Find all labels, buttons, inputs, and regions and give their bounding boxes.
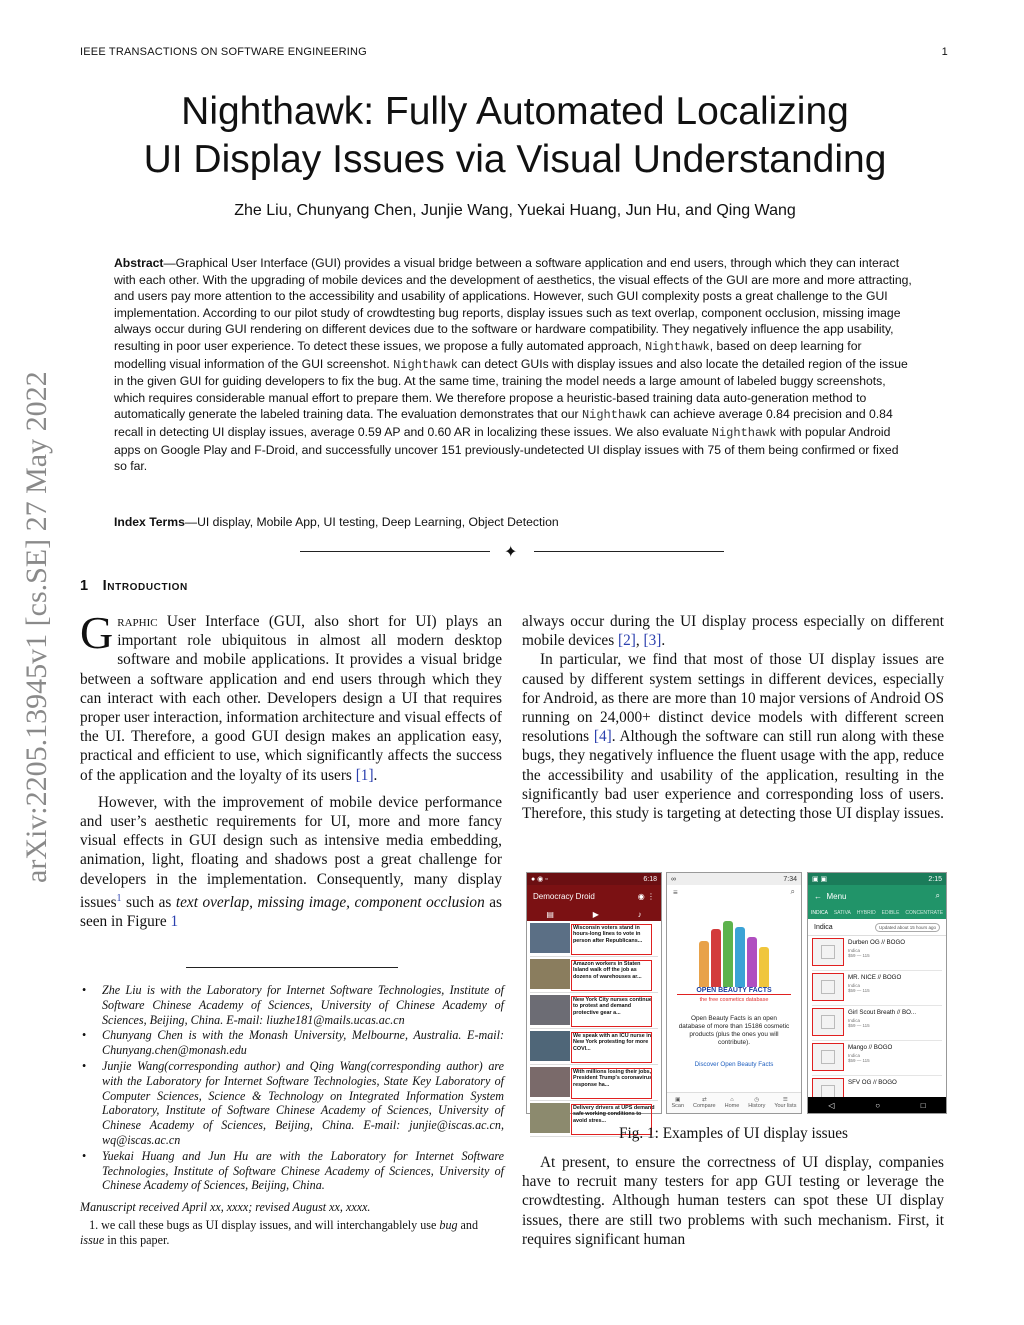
- strain-item[interactable]: [812, 973, 942, 1006]
- paragraph-text: . Although the software can still run along with these bugs, they negatively influence the fluent usage with the app, reduce the accessibility and usability of the application, resulting in the significantly bad user experience and corresponding loss of users. Therefore, this study is targeting at detecting those UI display issues.: [522, 728, 944, 823]
- right-paragraph-1: [522, 612, 944, 650]
- overlap-highlight: [571, 924, 652, 955]
- news-item[interactable]: [530, 959, 658, 993]
- brand-name: OPEN BEAUTY FACTS: [677, 987, 791, 995]
- newspaper-icon[interactable]: ▤: [546, 909, 554, 919]
- video-icon[interactable]: ▶: [592, 909, 599, 919]
- overlap-highlight: [571, 960, 652, 991]
- nav-history[interactable]: ◷ History: [748, 1097, 766, 1109]
- footnote-italic: bug: [439, 1218, 458, 1232]
- strain-name: Durben OG // BOGO: [848, 939, 906, 946]
- news-item[interactable]: [530, 1067, 658, 1101]
- audio-icon[interactable]: ♪: [637, 909, 642, 919]
- missing-image-icon: [812, 973, 844, 1001]
- right-paragraph-3: At present, to ensure the correctness of UI display, companies have to recruit many testers for app GUI testing or leverage the crowdtesting. Although human testers can spot these UI display issues, there are still two problems with such mechanism. First, it requires significant human: [522, 1154, 944, 1248]
- category-tabs: [808, 907, 946, 919]
- index-terms-text: —UI display, Mobile App, UI testing, Deep Learning, Object Detection: [184, 515, 559, 529]
- strain-type: Indica: [848, 1018, 861, 1023]
- news-item[interactable]: [530, 1031, 658, 1065]
- affiliation-footnotes: [80, 983, 504, 1194]
- overlap-highlight: [571, 1032, 652, 1063]
- citation-link[interactable]: [3]: [643, 632, 662, 650]
- strain-type: Indica: [848, 948, 861, 953]
- app-title: Menu: [826, 891, 847, 901]
- right-column-continued: [522, 1153, 944, 1249]
- status-time: 7:34: [783, 875, 797, 883]
- brand-description: Open Beauty Facts is an open database of more than 15186 cosmetic products (plus the ones you will contribute).: [678, 1015, 790, 1046]
- journal-name: IEEE TRANSACTIONS ON SOFTWARE ENGINEERING: [80, 46, 367, 58]
- footnote-text: 1. we call these bugs as UI display issues, and will interchangablely use: [89, 1218, 440, 1232]
- strain-price: $59 — 115: [848, 953, 870, 958]
- nav-label: Scan: [671, 1103, 685, 1109]
- nav-lists[interactable]: ☰ Your lists: [774, 1097, 797, 1109]
- small-caps-word: raphic: [117, 613, 158, 630]
- status-bar: ● ◉ ▫ 6:18: [527, 873, 661, 885]
- paragraph-text: as seen in Figure: [80, 893, 502, 931]
- abstract: [114, 255, 914, 475]
- strain-item[interactable]: [812, 1043, 942, 1076]
- updated-badge: Updated about 15 hours ago: [875, 923, 940, 932]
- media-tabs: [527, 907, 661, 921]
- paragraph-text: However, with the improvement of mobile device performance and user’s aesthetic requirements for UI, more and more fancy visual effects in GUI design such as intensive media embedding, animation, light, floating and shadows post a great challenge for developers in the implementation. Consequently, many display issues: [80, 793, 502, 911]
- news-headline: New York City nurses continue to protest and demand protective gear a...: [573, 997, 652, 1016]
- strain-type: Indica: [848, 983, 861, 988]
- intro-paragraph-2: [80, 793, 502, 932]
- back-arrow-icon[interactable]: ←: [814, 891, 822, 901]
- figure-caption: Fig. 1: Examples of UI display issues: [618, 1125, 848, 1142]
- strain-price: $59 — 115: [848, 1023, 870, 1028]
- news-item[interactable]: [530, 995, 658, 1029]
- index-terms-label: Index Terms: [114, 515, 185, 529]
- figure-1: [522, 872, 945, 1124]
- screenshot-democracy-droid: [526, 872, 662, 1124]
- footnote-rule: [186, 967, 398, 968]
- title-line-2: UI Display Issues via Visual Understanding: [143, 138, 887, 181]
- brand-tagline: the free cosmetics database: [699, 997, 769, 1003]
- missing-image-icon: [812, 1043, 844, 1071]
- news-headline: With millions losing their jobs, President Trump's coronavirus response ha...: [573, 1069, 653, 1088]
- affiliation-item: • Zhe Liu is with the Laboratory for Internet Software Technologies, Institute of Software Chinese Academy of Sciences, University of Chinese Academy of Sciences, Beijing, China. E-mail: liuzhe181@mails.ucas.ac.cn: [80, 983, 504, 1027]
- footnote-1: [80, 1218, 504, 1248]
- right-column: [522, 612, 944, 823]
- abstract-text-4: can achieve average 0.84 precision and 0.84 recall in detecting UI display issues, average 0.59 AP and 0.60 AR in localizing these issues. We also evaluate: [114, 407, 893, 439]
- section-number: 1: [80, 578, 89, 594]
- footnote-marker[interactable]: 1: [116, 892, 122, 904]
- paper-title: [100, 88, 930, 184]
- status-bar: ▣ ▣ 2:15: [808, 873, 946, 885]
- back-icon[interactable]: ◁: [828, 1100, 835, 1110]
- recents-icon[interactable]: □: [920, 1100, 926, 1110]
- category-label: Indica: [814, 923, 833, 931]
- news-thumbnail: [530, 995, 570, 1025]
- abstract-text-3: can detect GUIs with display issues and also locate the detailed region of the issue in the given GUI for guiding developers to fix the bug. At the same time, training the model needs a large amount of labeled buggy screenshots, which requires considerable manual effort to prepare them. We therefore propose a heuristic-based training data auto-generation method to automatically generate the labeled training data. The evaluation demonstrates that our: [114, 356, 908, 422]
- right-paragraph-2: [522, 650, 944, 823]
- citation-link[interactable]: [1]: [355, 766, 374, 784]
- abstract-text-1: —Graphical User Interface (GUI) provides a visual bridge between a software application and end users, through which they can interact with each other. With the upgrading of mobile devices and the development of aesthetics, the visual effects of the GUI are more and more attracting, and users pay more attention to the accessibility and usability of applications. However, such GUI complexity posts a great challenge to the GUI implementation. According to our pilot study of crowdtesting bug reports, display issues such as text overlap, component occlusion, missing image always occur during GUI rendering on different devices due to the software or hardware compatibility. They negatively influence the app usability, resulting in poor user experience. To detect these issues, we propose a fully automated approach,: [114, 256, 912, 353]
- strain-type: Indica: [848, 1053, 861, 1058]
- strain-name: SFV OG // BOGO: [848, 1079, 897, 1086]
- tool-name: Nighthawk: [711, 425, 777, 440]
- search-icon[interactable]: ⌕: [790, 887, 795, 896]
- abstract-text-2: , based on deep learning for modelling visual information of the GUI screenshot.: [114, 338, 862, 371]
- news-thumbnail: [530, 1031, 570, 1061]
- status-bar: ∞ 7:34: [667, 873, 801, 885]
- citation-link[interactable]: [4]: [593, 728, 612, 746]
- category-header: [808, 919, 946, 936]
- android-nav-bar: [808, 1097, 946, 1113]
- section-divider: [300, 542, 724, 562]
- app-bar-icons: ◉ ⋮: [637, 891, 655, 901]
- tab-sativa[interactable]: SATIVA: [833, 910, 851, 916]
- discover-link[interactable]: Discover Open Beauty Facts: [694, 1061, 774, 1068]
- strain-name: MR. NICE // BOGO: [848, 974, 902, 981]
- tool-name: Nighthawk: [581, 408, 647, 423]
- search-icon[interactable]: ⌕: [935, 891, 940, 900]
- app-bar: [808, 885, 946, 907]
- screenshot-open-beauty-facts: [666, 872, 802, 1114]
- missing-image-icon: [812, 1008, 844, 1036]
- tab-edible[interactable]: EDIBLE: [881, 910, 900, 916]
- running-head: [80, 46, 948, 58]
- missing-image-icon: [812, 938, 844, 966]
- news-headline: Amazon workers in Staten Island walk off the job as dozens of warehouses ar...: [573, 961, 642, 980]
- overlap-highlight: [571, 1068, 652, 1099]
- divider-line-left: [300, 551, 490, 552]
- paragraph-italic: text overlap, missing image, component occlusion: [175, 893, 485, 911]
- abstract-label: Abstract: [114, 256, 164, 270]
- news-headline: We speak with an ICU nurse in New York protesting for more COVI...: [573, 1033, 652, 1052]
- index-terms: [114, 515, 914, 529]
- strain-name: Mango // BOGO: [848, 1044, 893, 1051]
- affiliation-item: • Yuekai Huang and Jun Hu are with the Laboratory for Internet Software Technologies, Institute of Software Chinese Academy of Sciences, University of Chinese Academy of Sciences, Beijing, China.: [80, 1149, 504, 1193]
- nav-label: Your lists: [774, 1103, 797, 1109]
- strain-price: $59 — 115: [848, 1058, 870, 1063]
- news-headline: Wisconsin voters stand in hours-long lines to vote in person after Republicans...: [573, 925, 643, 944]
- sentence-end: .: [661, 632, 666, 650]
- section-heading: [80, 578, 188, 594]
- open-beauty-facts-logo: [695, 917, 773, 987]
- drop-cap: G: [80, 607, 114, 658]
- paragraph-text: such as: [121, 893, 176, 911]
- left-column: [80, 607, 502, 931]
- manuscript-note: Manuscript received April xx, xxxx; revised August xx, xxxx.: [80, 1200, 371, 1214]
- footnote-text: in this paper.: [104, 1232, 170, 1247]
- nav-label: Compare: [693, 1103, 716, 1109]
- tab-concentrate[interactable]: CONCENTRATE: [905, 910, 944, 916]
- screenshot-dispensary-menu: [807, 872, 947, 1114]
- tool-name: Nighthawk: [644, 339, 710, 354]
- paragraph-text: User Interface (GUI, also short for UI) plays an important role ubiquitous in almost all modern desktop software and mobile applications. It provides a visual bridge between a software application and end users through which they can interact with each other. Developers design a UI that requires proper user interaction, information architecture and visual effects of the UI. Therefore, a good GUI design makes an application easy, practical and efficient to use, which significantly affects the success of the application and the loyalty of its users: [80, 613, 502, 784]
- overlap-highlight: [571, 996, 652, 1027]
- strain-price: $59 — 115: [848, 988, 870, 993]
- app-bar: [527, 885, 661, 907]
- figure-link[interactable]: 1: [170, 913, 179, 931]
- author-list: Zhe Liu, Chunyang Chen, Junjie Wang, Yuekai Huang, Jun Hu, and Qing Wang: [234, 202, 796, 219]
- paragraph-text: always occur during the UI display process especially on different mobile devices: [522, 613, 944, 650]
- nav-label: Home: [724, 1103, 740, 1109]
- status-time: 6:18: [643, 875, 657, 883]
- divider-star-icon: ✦: [504, 544, 518, 561]
- tool-name: Nighthawk: [393, 357, 458, 372]
- affiliation-item: • Chunyang Chen is with the Monash University, Melbourne, Australia. E-mail: Chunyang.chen@monash.edu: [80, 1028, 504, 1058]
- news-thumbnail: [530, 959, 570, 989]
- divider-line-right: [534, 551, 724, 552]
- footnote-text: and: [457, 1218, 479, 1232]
- strain-item[interactable]: [812, 1008, 942, 1041]
- bottom-nav: [667, 1092, 801, 1113]
- abstract-text-5: with popular Android apps on Google Play and F-Droid, and successfully uncover 151 previously-undetected UI display issues with 75 of them being confirmed or fixed so far.: [114, 424, 899, 474]
- news-headline: Delivery drivers at UPS demand safe working conditions to avoid stres...: [573, 1105, 655, 1124]
- status-time: 2:15: [928, 875, 942, 883]
- citation-separator: ,: [635, 632, 644, 650]
- nav-label: History: [748, 1103, 766, 1109]
- news-thumbnail: [530, 923, 570, 953]
- tab-indica[interactable]: INDICA: [810, 910, 828, 916]
- nav-compare[interactable]: ⇄ Compare: [693, 1097, 716, 1109]
- paragraph-text: In particular, we find that most of those UI display issues are caused by different system settings in different devices, especially for Android, as there are more than 10 major versions of Android OS running on 24,000+ distinct device models with different screen resolutions: [522, 651, 944, 746]
- page-number: 1: [941, 46, 948, 58]
- arxiv-stamp: arXiv:2205.13945v1 [cs.SE] 27 May 2022: [20, 371, 53, 883]
- news-thumbnail: [530, 1067, 570, 1097]
- title-line-1: Nighthawk: Fully Automated Localizing: [181, 90, 849, 133]
- app-title: Democracy Droid: [533, 891, 595, 901]
- intro-paragraph-1: Graphic User Interface (GUI, also short for UI) plays an important role ubiquitous in almost all modern desktop software and mobile applications. It provides a visual bridge between a software application and end users through which they can interact with each other. Developers design a UI that requires proper user interaction, information architecture and visual effects of the UI. Therefore, a good GUI design makes an application easy, practical and efficient to use, which significantly affects the success of the application and the loyalty of its users [1].: [80, 607, 502, 784]
- menu-icon[interactable]: ≡: [673, 887, 678, 897]
- strain-name: Girl Scout Breath // BO...: [848, 1009, 917, 1016]
- tab-hybrid[interactable]: HYBRID: [856, 910, 876, 916]
- strain-item[interactable]: [812, 938, 942, 971]
- nav-scan[interactable]: ▣ Scan: [671, 1097, 685, 1109]
- footnote-italic: issue: [80, 1232, 105, 1247]
- affiliation-item: • Junjie Wang(corresponding author) and Qing Wang(corresponding author) are with the Laboratory for Internet Software Technologies, State Key Laboratory of Computer Sciences, Science & Technology on Integrated Information System Laboratory, Institute of Software Chinese Academy of Sciences, University of Chinese Academy of Sciences, Beijing, China. E-mail: junjie@iscas.ac.cn, wq@iscas.ac.cn: [80, 1059, 504, 1148]
- news-item[interactable]: [530, 923, 658, 957]
- citation-link[interactable]: [2]: [618, 632, 636, 650]
- home-icon[interactable]: ○: [875, 1100, 881, 1110]
- nav-home[interactable]: ⌂ Home: [724, 1097, 740, 1109]
- section-title: Introduction: [102, 578, 188, 594]
- top-icons: [667, 885, 801, 899]
